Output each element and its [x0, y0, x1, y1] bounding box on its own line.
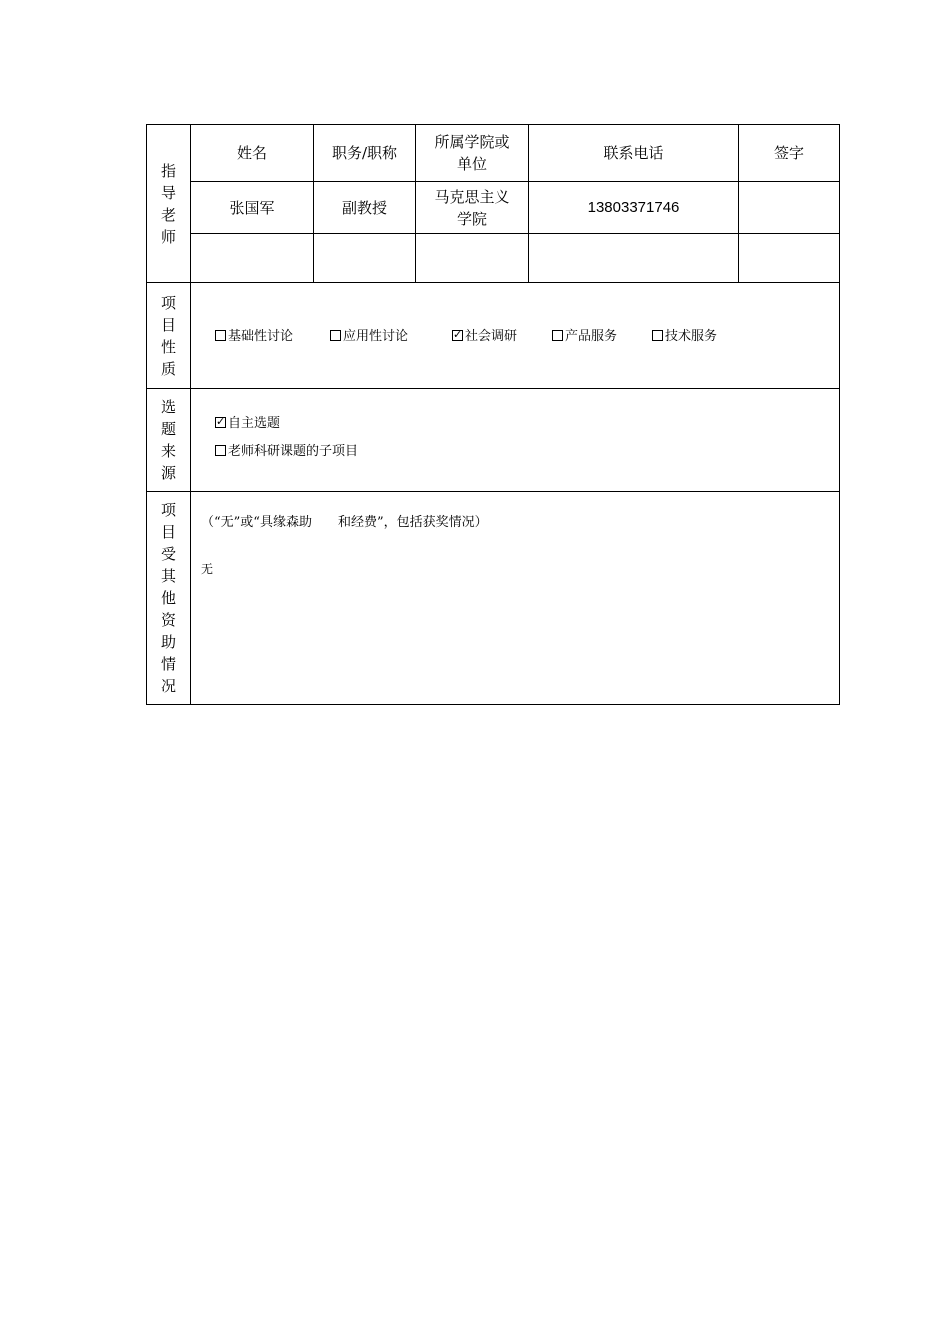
- advisor-title[interactable]: [314, 234, 416, 283]
- advisor-header-row: [147, 125, 840, 182]
- advisor-name[interactable]: [191, 234, 314, 283]
- header-unit: 所属学院或 单位: [416, 125, 529, 182]
- project-nature-row: [147, 283, 840, 389]
- other-support-value: 无: [201, 562, 214, 576]
- other-support-row: [147, 492, 840, 705]
- advisor-phone: 13803371746: [529, 182, 739, 234]
- nature-option-product-service[interactable]: 产品服务: [552, 326, 617, 348]
- project-nature-options: [191, 283, 840, 389]
- advisor-name: 张国军: [191, 182, 314, 234]
- advisor-unit[interactable]: [416, 234, 529, 283]
- header-signature: 签字: [739, 125, 840, 182]
- advisor-row-empty: [147, 234, 840, 283]
- checkbox-icon[interactable]: [215, 445, 226, 456]
- advisor-section-label: 指 导 老 师: [147, 125, 191, 283]
- advisor-unit: 马克思主义 学院: [416, 182, 529, 234]
- advisor-row: [147, 182, 840, 234]
- topic-source-options: [191, 389, 840, 492]
- checkbox-icon[interactable]: [652, 330, 663, 341]
- topic-source-row: [147, 389, 840, 492]
- advisor-signature[interactable]: [739, 182, 840, 234]
- nature-option-tech-service[interactable]: 技术服务: [652, 326, 717, 348]
- other-support-section-label: 项 目 受 其 他 资 助 情 况: [147, 492, 191, 705]
- application-form-table: [146, 124, 840, 705]
- advisor-signature[interactable]: [739, 234, 840, 283]
- checkbox-icon[interactable]: [552, 330, 563, 341]
- advisor-phone[interactable]: [529, 234, 739, 283]
- advisor-title: 副教授: [314, 182, 416, 234]
- nature-option-social-research[interactable]: ✓ 社会调研: [452, 326, 517, 348]
- other-support-note: （“无”或“具缘森助 和经费”，包括获奖情况）: [201, 515, 488, 530]
- checkbox-icon[interactable]: [215, 330, 226, 341]
- checkbox-icon[interactable]: [330, 330, 341, 341]
- header-title: 职务/职称: [314, 125, 416, 182]
- source-option-advisor-subproject[interactable]: 老师科研课题的子项目: [215, 442, 839, 462]
- header-phone: 联系电话: [529, 125, 739, 182]
- other-support-content[interactable]: [191, 492, 840, 705]
- nature-option-applied[interactable]: 应用性讨论: [330, 326, 408, 348]
- source-option-self-selected[interactable]: ✓自主选题: [215, 414, 839, 434]
- checked-checkbox-icon[interactable]: [452, 330, 463, 341]
- nature-option-basic[interactable]: 基础性讨论: [215, 326, 293, 348]
- project-nature-section-label: 项 目 性 质: [147, 283, 191, 389]
- checked-checkbox-icon[interactable]: [215, 417, 226, 428]
- header-name: 姓名: [191, 125, 314, 182]
- topic-source-section-label: 选 题 来 源: [147, 389, 191, 492]
